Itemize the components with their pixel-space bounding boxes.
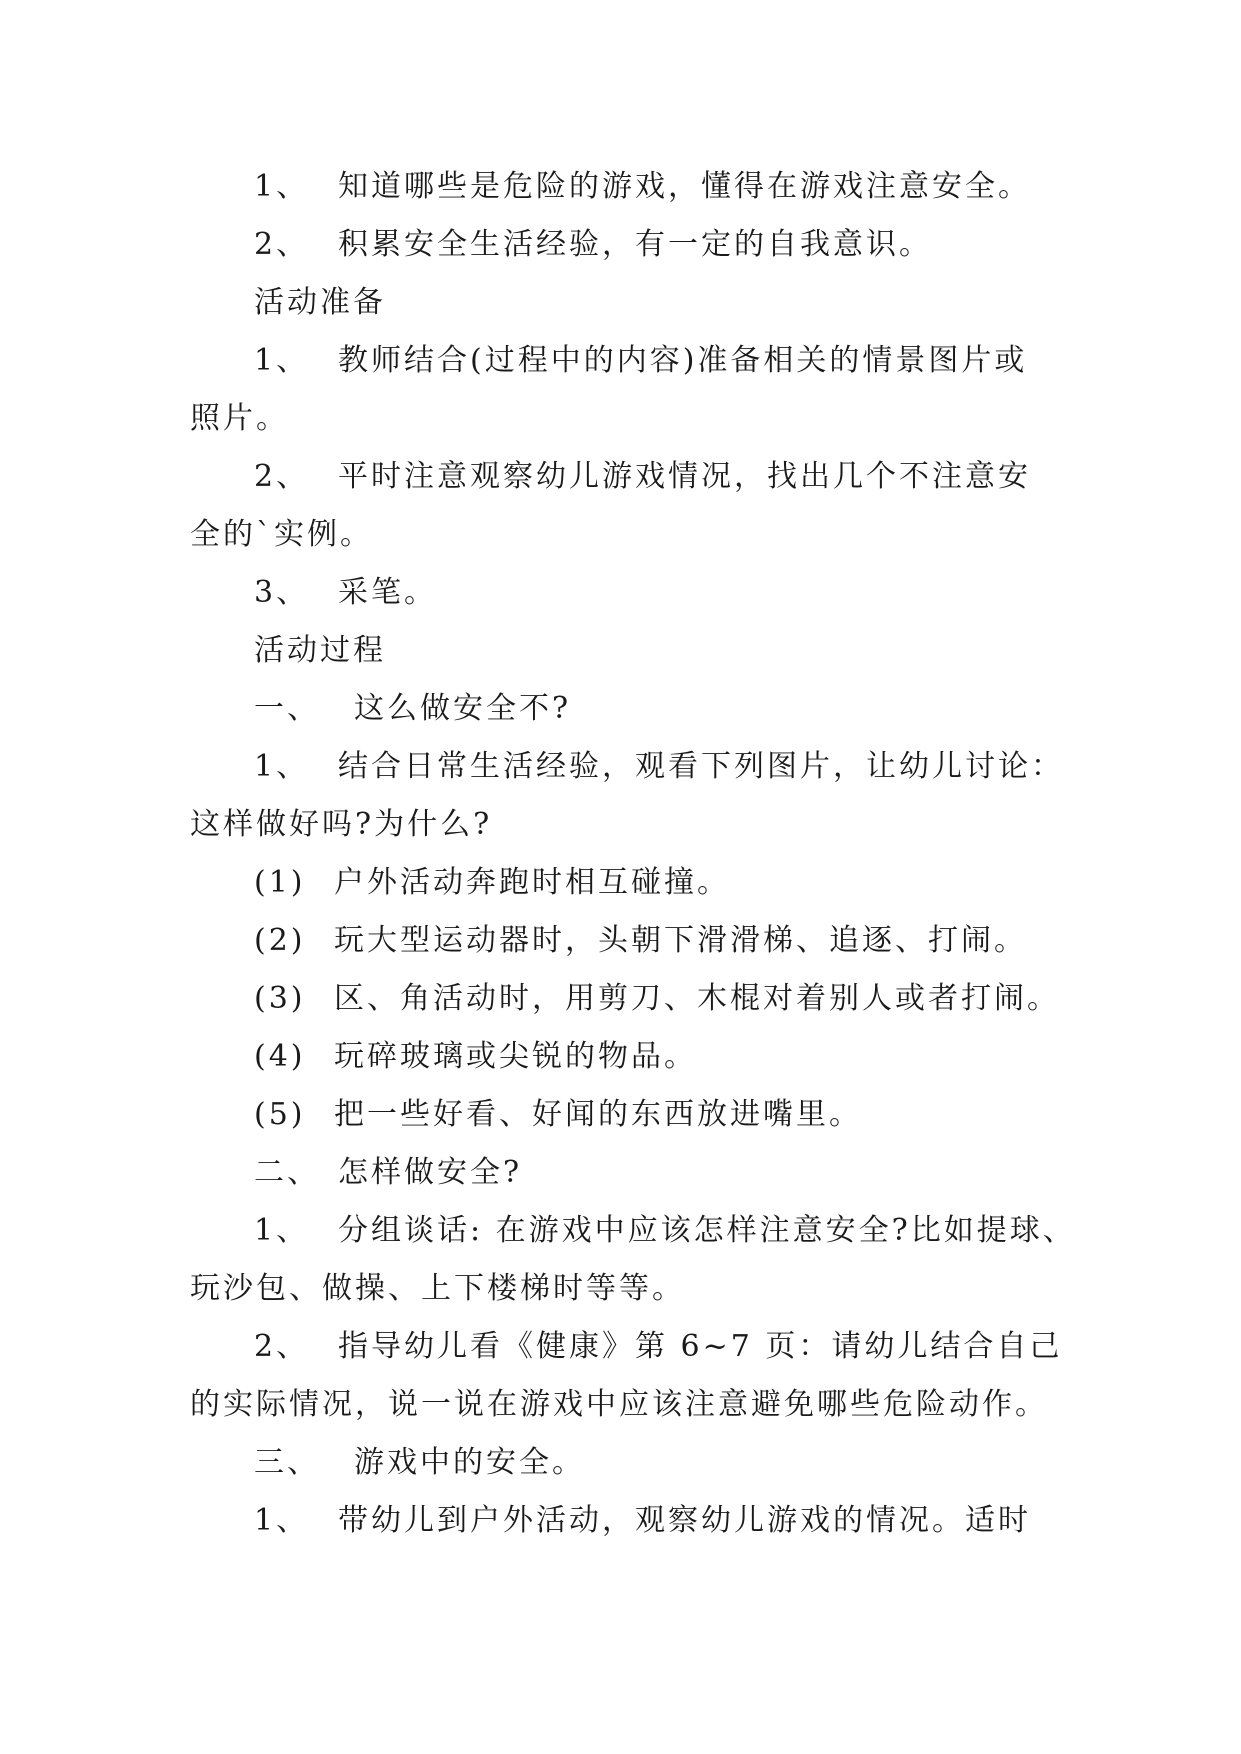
line-text: 知道哪些是危险的游戏，懂得在游戏注意安全。: [338, 169, 1031, 204]
section-2-title: [254, 1153, 1134, 1193]
line-text: 指导幼儿看《健康》第 6~7 页：请幼儿结合自己: [338, 1329, 1063, 1364]
line-text: 分组谈话: 在游戏中应该怎样注意安全?比如提球、: [338, 1213, 1076, 1248]
section-title: 这么做安全不?: [354, 691, 572, 726]
item-number: 3、: [254, 575, 310, 610]
section-number: 二、: [254, 1155, 320, 1190]
objective-2: [254, 225, 1134, 265]
line-text: 区、角活动时，用剪刀、木棍对着别人或者打闹。: [334, 981, 1060, 1016]
heading-activity-process: [254, 631, 1134, 671]
line-text: 积累安全生活经验，有一定的自我意识。: [338, 227, 932, 262]
preparation-2: [254, 457, 1134, 497]
section-2-step-2-continued: [190, 1385, 1070, 1425]
section-2-step-1: [254, 1211, 1134, 1251]
preparation-1: [254, 341, 1134, 381]
item-number: 1、: [254, 343, 310, 378]
line-text: 教师结合(过程中的内容)准备相关的情景图片或: [338, 343, 1028, 378]
item-number: (4): [254, 1039, 306, 1074]
item-number: 2、: [254, 227, 310, 262]
line-text: 结合日常生活经验，观看下列图片，让幼儿讨论：: [338, 749, 1064, 784]
preparation-1-continued: [190, 399, 1070, 439]
line-text: 平时注意观察幼儿游戏情况，找出几个不注意安: [338, 459, 1031, 494]
line-text: 带幼儿到户外活动，观察幼儿游戏的情况。适时: [338, 1503, 1031, 1538]
section-3-title: [254, 1443, 1134, 1483]
heading-text: 活动过程: [254, 633, 386, 668]
item-number: 2、: [254, 1329, 310, 1364]
scenario-5: [254, 1095, 1134, 1135]
scenario-3: [254, 979, 1134, 1019]
section-title: 游戏中的安全。: [354, 1445, 585, 1480]
item-number: 1、: [254, 1213, 310, 1248]
scenario-4: [254, 1037, 1134, 1077]
scenario-1: [254, 863, 1134, 903]
item-number: 1、: [254, 169, 310, 204]
item-number: 1、: [254, 749, 310, 784]
scenario-2: [254, 921, 1134, 961]
section-1-step-1: [254, 747, 1134, 787]
preparation-2-continued: [190, 515, 1070, 555]
heading-text: 活动准备: [254, 285, 386, 320]
heading-activity-preparation: [254, 283, 1134, 323]
section-title: 怎样做安全?: [338, 1155, 523, 1190]
section-number: 一、: [254, 691, 320, 726]
line-text: 采笔。: [338, 575, 437, 610]
section-1-title: [254, 689, 1134, 729]
item-number: (5): [254, 1097, 306, 1132]
line-text: 这样做好吗?为什么?: [190, 807, 493, 842]
line-text: 玩碎玻璃或尖锐的物品。: [334, 1039, 697, 1074]
section-1-step-1-continued: [190, 805, 1070, 845]
preparation-3: [254, 573, 1134, 613]
line-text: 的实际情况，说一说在游戏中应该注意避免哪些危险动作。: [190, 1387, 1048, 1422]
objective-1: [254, 167, 1134, 207]
section-number: 三、: [254, 1445, 320, 1480]
line-text: 把一些好看、好闻的东西放进嘴里。: [334, 1097, 862, 1132]
line-text: 户外活动奔跑时相互碰撞。: [334, 865, 730, 900]
item-number: (2): [254, 923, 306, 958]
line-text: 照片。: [190, 401, 289, 436]
line-text: 玩沙包、做操、上下楼梯时等等。: [190, 1271, 685, 1306]
section-2-step-2: [254, 1327, 1134, 1367]
item-number: 2、: [254, 459, 310, 494]
section-2-step-1-continued: [190, 1269, 1070, 1309]
item-number: (1): [254, 865, 306, 900]
item-number: (3): [254, 981, 306, 1016]
item-number: 1、: [254, 1503, 310, 1538]
section-3-step-1: [254, 1501, 1134, 1541]
line-text: 玩大型运动器时，头朝下滑滑梯、追逐、打闹。: [334, 923, 1027, 958]
line-text: 全的`实例。: [190, 517, 373, 552]
